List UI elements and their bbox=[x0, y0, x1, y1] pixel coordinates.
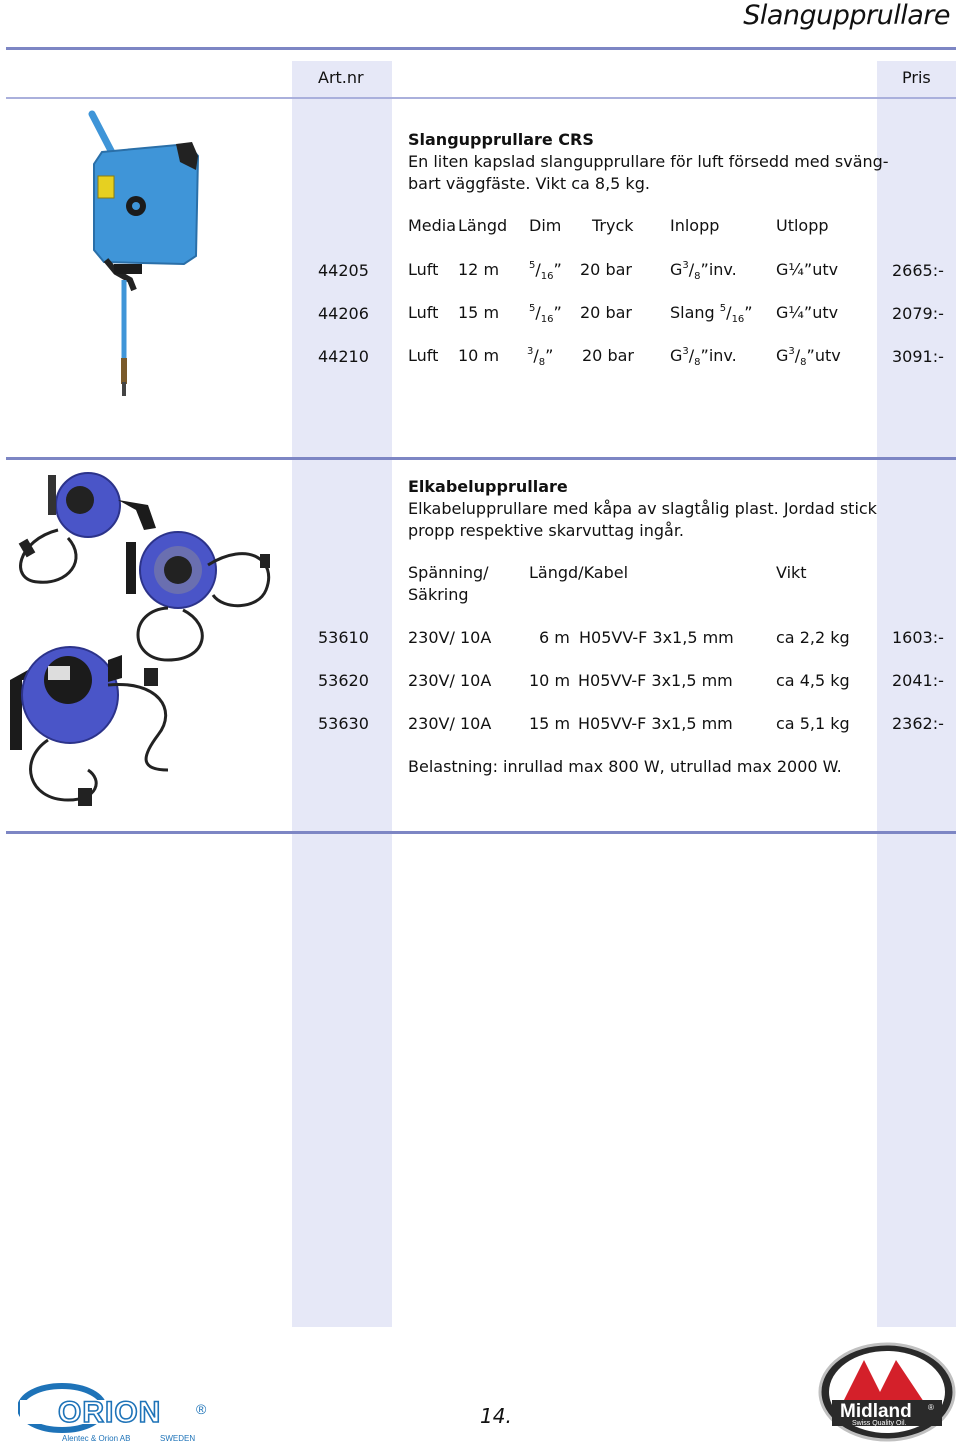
col-header-utlopp: Utlopp bbox=[776, 216, 829, 235]
orion-logo-sub1: Alentec & Orion AB bbox=[62, 1434, 131, 1443]
section-divider-2 bbox=[6, 831, 956, 834]
section2-note: Belastning: inrullad max 800 W, utrullad max 2000 W. bbox=[408, 757, 842, 776]
s1-row3-media: Luft bbox=[408, 346, 439, 365]
page-number: 14. bbox=[480, 1404, 512, 1428]
s1-row3-utlopp: $G^3/_8”utv$ bbox=[776, 346, 841, 368]
s1-row3-pris: 3091:- bbox=[892, 347, 944, 366]
header-pris: Pris bbox=[902, 68, 931, 87]
s2-row2-spanning: 230V/ 10A bbox=[408, 671, 492, 690]
midland-logo-text: Midland bbox=[840, 1401, 912, 1422]
orion-logo-text: ORION bbox=[58, 1396, 162, 1429]
s1-row2-art: 44206 bbox=[318, 304, 369, 323]
s2-row2-pris: 2041:- bbox=[892, 671, 944, 690]
s1-row3-langd: 10 m bbox=[458, 346, 500, 365]
art-nr-column-bg bbox=[292, 61, 392, 1327]
s1-row3-dim: $^3/_8$” bbox=[527, 346, 554, 368]
section1-desc-line2: bart väggfäste. Vikt ca 8,5 kg. bbox=[408, 174, 650, 193]
col-header-inlopp: Inlopp bbox=[670, 216, 720, 235]
s1-row1-utlopp: G¼”utv bbox=[776, 260, 839, 279]
s1-row1-art: 44205 bbox=[318, 261, 369, 280]
title-rule bbox=[6, 47, 956, 50]
s2-row1-langd: 6 m bbox=[539, 628, 570, 647]
section1-desc-line1: En liten kapslad slangupprullare för luft försedd med sväng- bbox=[408, 152, 889, 171]
s1-row1-media: Luft bbox=[408, 260, 439, 279]
col-header-media: Media bbox=[408, 216, 457, 235]
s1-row3-art: 44210 bbox=[318, 347, 369, 366]
col-header-tryck: Tryck bbox=[592, 216, 634, 235]
s2-row1-spanning: 230V/ 10A bbox=[408, 628, 492, 647]
midland-logo-sub: Swiss Quality Oil. bbox=[852, 1420, 907, 1427]
s1-row3-inlopp: $G^3/_8”inv$. bbox=[670, 346, 737, 368]
s2-row1-kabel: H05VV-F 3x1,5 mm bbox=[579, 628, 734, 647]
section2-desc-line1: Elkabelupprullare med kåpa av slagtålig plast. Jordad stick bbox=[408, 499, 877, 518]
col-header-dim: Dim bbox=[529, 216, 562, 235]
header-rule bbox=[6, 97, 956, 99]
s2-row2-langd: 10 m bbox=[529, 671, 571, 690]
col-header-langd: Längd bbox=[458, 216, 508, 235]
s1-row1-dim: $^5/_{16}$” bbox=[529, 260, 562, 282]
s2-row2-kabel: H05VV-F 3x1,5 mm bbox=[578, 671, 733, 690]
s1-row2-langd: 15 m bbox=[458, 303, 500, 322]
midland-registered-mark: ® bbox=[928, 1403, 934, 1412]
s1-row1-tryck: 20 bar bbox=[580, 260, 632, 279]
section2-title: Elkabelupprullare bbox=[408, 477, 568, 496]
s1-row3-tryck: 20 bar bbox=[582, 346, 634, 365]
col-header-vikt: Vikt bbox=[776, 563, 807, 582]
s1-row2-dim: $^5/_{16}$” bbox=[529, 303, 562, 325]
section-divider-1 bbox=[6, 457, 956, 460]
section1-title: Slangupprullare CRS bbox=[408, 130, 594, 149]
s2-row3-vikt: ca 5,1 kg bbox=[776, 714, 850, 733]
s1-row2-tryck: 20 bar bbox=[580, 303, 632, 322]
col-header-spanning: Spänning/ bbox=[408, 563, 489, 582]
cable-reel-image bbox=[8, 470, 288, 815]
s1-row1-inlopp: $G^3/_8”inv$. bbox=[670, 260, 737, 282]
page-title: Slangupprullare bbox=[743, 0, 950, 31]
s2-row1-vikt: ca 2,2 kg bbox=[776, 628, 850, 647]
s2-row3-pris: 2362:- bbox=[892, 714, 944, 733]
s2-row2-vikt: ca 4,5 kg bbox=[776, 671, 850, 690]
section2-desc-line2: propp respektive skarvuttag ingår. bbox=[408, 521, 685, 540]
s2-row2-art: 53620 bbox=[318, 671, 369, 690]
s1-row2-utlopp: G¼”utv bbox=[776, 303, 839, 322]
orion-registered-mark: ® bbox=[196, 1401, 207, 1417]
s2-row1-pris: 1603:- bbox=[892, 628, 944, 647]
s1-row1-langd: 12 m bbox=[458, 260, 500, 279]
s1-row2-pris: 2079:- bbox=[892, 304, 944, 323]
s1-row2-inlopp: Slang $^5/_{16}$” bbox=[670, 303, 753, 325]
s2-row1-art: 53610 bbox=[318, 628, 369, 647]
orion-logo bbox=[18, 1382, 218, 1444]
col-header-sakring: Säkring bbox=[408, 585, 469, 604]
midland-logo bbox=[818, 1342, 956, 1442]
s2-row3-art: 53630 bbox=[318, 714, 369, 733]
s2-row3-kabel: H05VV-F 3x1,5 mm bbox=[578, 714, 733, 733]
pris-column-bg bbox=[877, 61, 956, 1327]
col-header-langd-kabel: Längd/Kabel bbox=[529, 563, 629, 582]
s1-row1-pris: 2665:- bbox=[892, 261, 944, 280]
s1-row2-media: Luft bbox=[408, 303, 439, 322]
hose-reel-image bbox=[80, 110, 210, 400]
orion-logo-sub2: SWEDEN bbox=[160, 1434, 196, 1443]
s2-row3-spanning: 230V/ 10A bbox=[408, 714, 492, 733]
s2-row3-langd: 15 m bbox=[529, 714, 571, 733]
header-art-nr: Art.nr bbox=[318, 68, 364, 87]
